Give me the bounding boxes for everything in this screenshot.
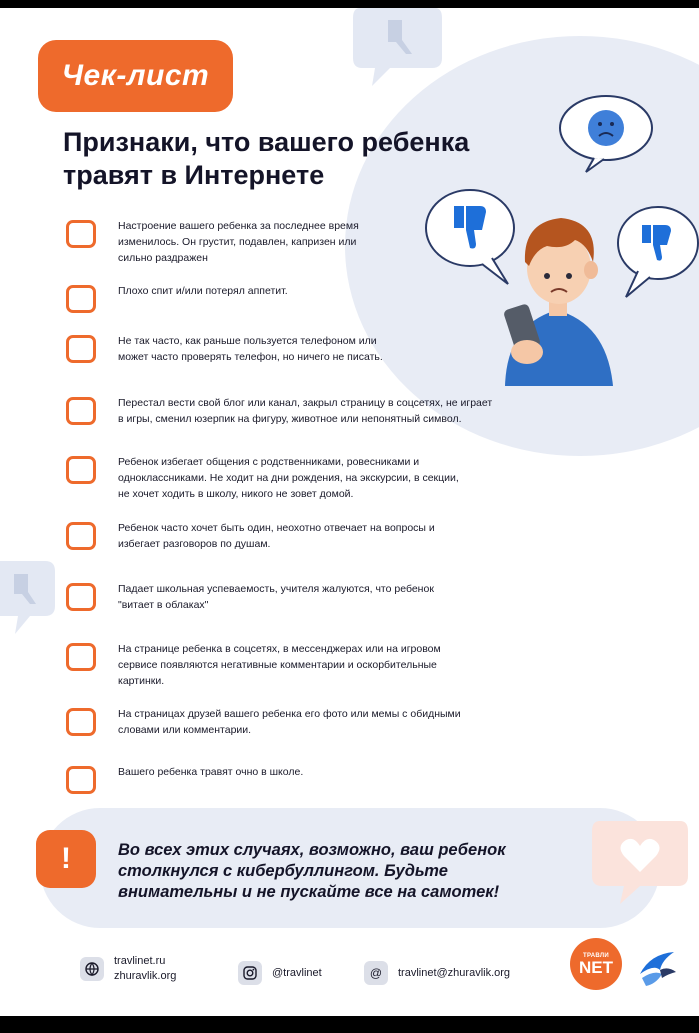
checklist-item-text xyxy=(118,454,459,502)
badge-label: Чек-лист xyxy=(61,59,210,92)
item-line: Падает школьная успеваемость, учителя жалуются, что ребенок xyxy=(118,583,434,595)
item-line: Не так часто, как раньше пользуется телефоном или xyxy=(118,335,377,347)
faded-heart-bubble-icon xyxy=(590,816,690,906)
faded-dislike-bubble-left-icon xyxy=(0,556,60,636)
instagram-icon xyxy=(238,961,262,985)
checkbox[interactable] xyxy=(66,397,96,425)
item-line: в игры, сменил юзерпик на фигуру, животное или непонятный символ. xyxy=(118,413,462,425)
conclusion-line: столкнулся с кибербуллингом. Будьте xyxy=(118,862,448,880)
checklist-item-text xyxy=(118,218,359,266)
checklist-page xyxy=(0,8,699,1016)
checklist-item xyxy=(66,333,536,365)
item-line: сервисе появляются негативные комментарии и оскорбительные xyxy=(118,659,437,671)
checkbox[interactable] xyxy=(66,643,96,671)
item-line: изменилось. Он грустит, подавлен, капризен или xyxy=(118,236,357,248)
item-line: словами или комментарии. xyxy=(118,724,252,736)
alert-symbol: ! xyxy=(61,842,71,875)
website-link[interactable]: travlinet.ru xyxy=(114,955,166,967)
item-line: одноклассниками. Не ходит на дни рождения, на экскурсии, в секции, xyxy=(118,472,459,484)
item-line: Вашего ребенка травят очно в школе. xyxy=(118,766,304,778)
faded-dislike-bubble-icon xyxy=(350,8,445,88)
logo-small-text: ТРАВЛИ xyxy=(583,952,609,959)
title-line-2: травят в Интернете xyxy=(63,160,325,190)
checklist-item xyxy=(66,706,536,738)
checkbox[interactable] xyxy=(66,456,96,484)
checkbox[interactable] xyxy=(66,708,96,736)
checkbox[interactable] xyxy=(66,285,96,313)
crane-bird-logo-icon xyxy=(632,944,682,992)
item-line: сильно раздражен xyxy=(118,252,208,264)
footer-websites xyxy=(80,954,176,984)
checklist-item xyxy=(66,520,536,552)
sad-face-bubble-icon xyxy=(556,92,656,176)
checkbox[interactable] xyxy=(66,220,96,248)
item-line: На страницах друзей вашего ребенка его фото или мемы с обидными xyxy=(118,708,461,720)
footer-instagram xyxy=(238,961,322,985)
item-line: Настроение вашего ребенка за последнее время xyxy=(118,220,359,232)
checkbox[interactable] xyxy=(66,335,96,363)
item-line: Перестал вести свой блог или канал, закрыл страницу в соцсетях, не играет xyxy=(118,397,493,409)
checklist-item xyxy=(66,764,536,794)
footer-email xyxy=(364,961,510,985)
exclamation-icon xyxy=(36,830,96,888)
conclusion-text xyxy=(118,840,518,903)
checklist-item-text xyxy=(118,764,303,780)
item-line: картинки. xyxy=(118,675,165,687)
item-line: может часто проверять телефон, но ничего не писать. xyxy=(118,351,383,363)
item-line: Плохо спит и/или потерял аппетит. xyxy=(118,285,288,297)
item-line: Ребенок часто хочет быть один, неохотно отвечает на вопросы и xyxy=(118,522,435,534)
checklist-item-text xyxy=(118,283,288,299)
checkbox[interactable] xyxy=(66,766,96,794)
at-icon: @ xyxy=(364,961,388,985)
dislike-bubble-right-icon xyxy=(612,203,699,303)
checklist-item-text xyxy=(118,520,435,552)
checkbox[interactable] xyxy=(66,522,96,550)
checklist-item xyxy=(66,218,536,266)
checklist-item xyxy=(66,395,536,427)
checklist-item-text xyxy=(118,333,383,365)
item-line: На странице ребенка в соцсетях, в мессенджерах или на игровом xyxy=(118,643,441,655)
title-line-1: Признаки, что вашего ребенка xyxy=(63,127,470,157)
checklist-item xyxy=(66,454,536,502)
instagram-handle[interactable]: @travlinet xyxy=(272,966,322,979)
conclusion-line: внимательны и не пускайте все на самотек! xyxy=(118,883,500,901)
item-line: избегает разговоров по душам. xyxy=(118,538,271,550)
travli-net-logo xyxy=(570,938,622,990)
checklist-badge xyxy=(38,40,233,112)
checklist-item xyxy=(66,641,536,689)
checkbox[interactable] xyxy=(66,583,96,611)
checklist-item-text xyxy=(118,641,441,689)
conclusion-line: Во всех этих случаях, возможно, ваш ребенок xyxy=(118,841,506,859)
checklist-item xyxy=(66,581,536,613)
email-link[interactable]: travlinet@zhuravlik.org xyxy=(398,966,511,979)
logo-big-text: NET xyxy=(579,957,613,977)
item-line: не хочет ходить в школу, никого не зовет домой. xyxy=(118,488,354,500)
item-line: Ребенок избегает общения с родственниками, ровесниками и xyxy=(118,456,420,468)
globe-icon xyxy=(80,957,104,981)
checklist-item-text xyxy=(118,395,492,427)
checklist-item-text xyxy=(118,581,434,613)
page-title xyxy=(63,126,563,192)
item-line: "витает в облаках" xyxy=(118,599,209,611)
checklist-item xyxy=(66,283,536,313)
checklist-item-text xyxy=(118,706,461,738)
website-link[interactable]: zhuravlik.org xyxy=(114,970,177,982)
